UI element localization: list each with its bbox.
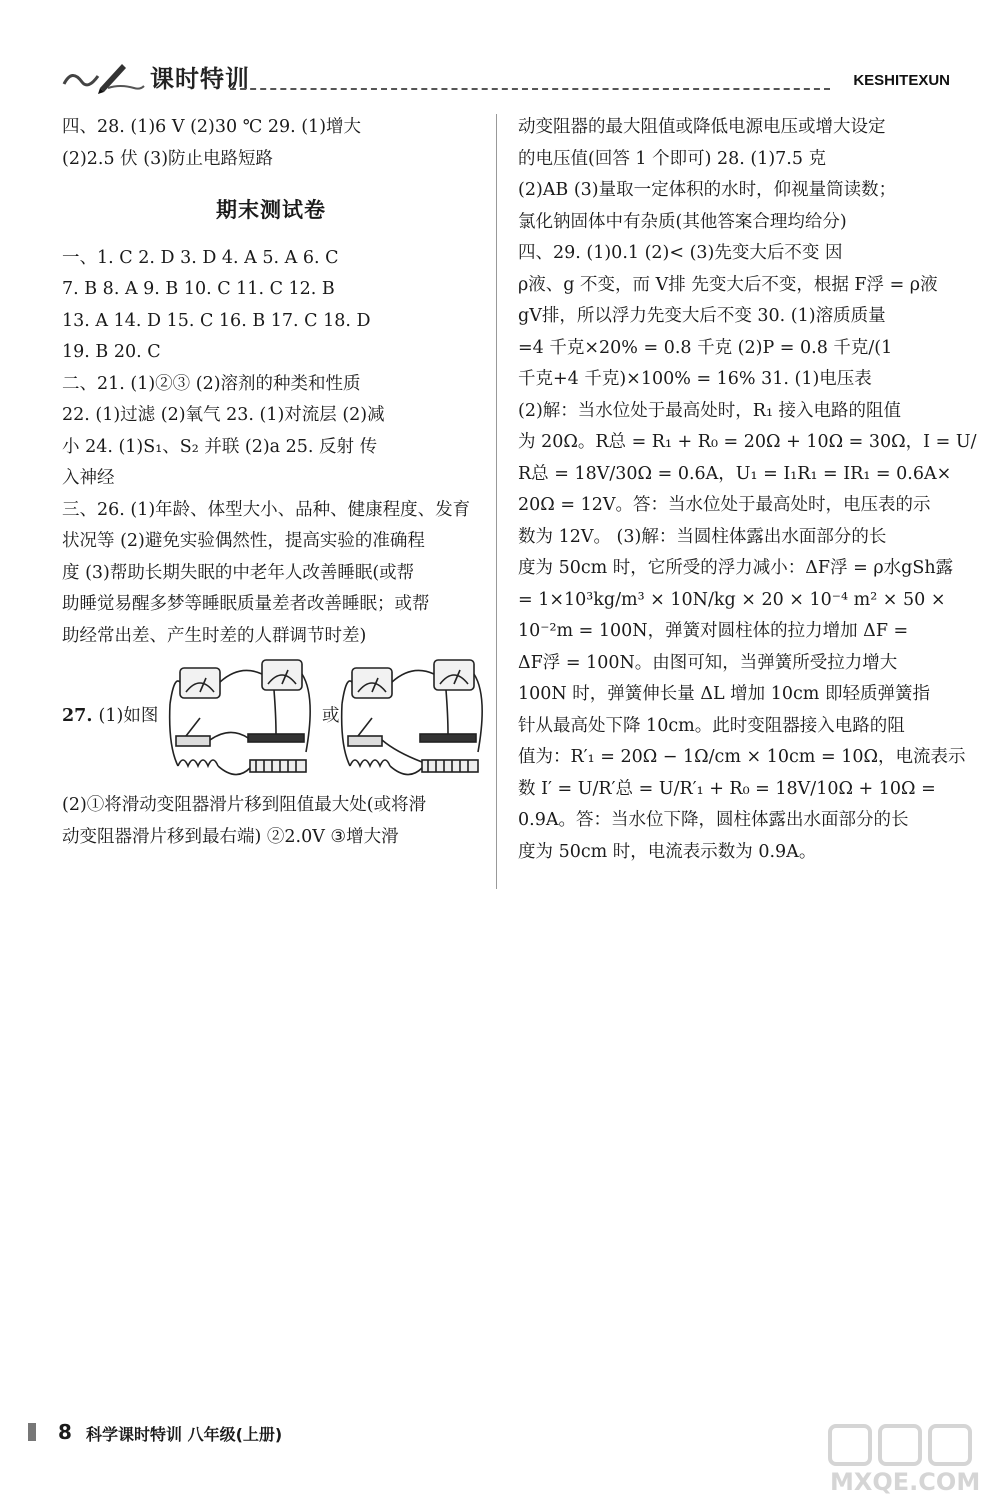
text-line: 数为 12V。 (3)解：当圆柱体露出水面部分的长	[518, 526, 887, 547]
circuit-diagram-icon	[166, 656, 316, 786]
watermark-text: MXQE.COM	[830, 1468, 981, 1496]
text-line: =4 千克×20% = 0.8 千克 (2)P = 0.8 千克/(1	[518, 337, 893, 358]
text-line: (2)2.5 伏 (3)防止电路短路	[62, 148, 274, 169]
text-line: 四、29. (1)0.1 (2)< (3)先变大后不变 因	[518, 243, 843, 263]
book-title: 科学课时特训 八年级(上册)	[86, 1425, 283, 1444]
text-line: 13. A 14. D 15. C 16. B 17. C 18. D	[62, 310, 371, 331]
question-number: 27.	[62, 706, 93, 726]
text-line: 三、26. (1)年龄、体型大小、品种、健康程度、发育	[62, 499, 471, 520]
footer-marker	[28, 1423, 36, 1441]
text-line: = 1×10³kg/m³ × 10N/kg × 20 × 10⁻⁴ m² × 50 ×	[518, 589, 946, 610]
text-line: 度 (3)帮助长期失眠的中老年人改善睡眠(或帮	[62, 562, 415, 583]
text-line: 10⁻²m = 100N，弹簧对圆柱体的拉力增加 ΔF =	[518, 621, 909, 641]
text-line: 针从最高处下降 10cm。此时变阻器接入电路的阻	[518, 715, 905, 736]
text-line: 7. B 8. A 9. B 10. C 11. C 12. B	[62, 279, 335, 299]
circuit-figure-row	[62, 656, 480, 790]
text-line: 四、28. (1)6 V (2)30 ℃ 29. (1)增大	[62, 117, 362, 137]
text-line: 22. (1)过滤 (2)氧气 23. (1)对流层 (2)减	[62, 405, 385, 425]
text-line: 千克+4 千克)×100% = 16% 31. (1)电压表	[518, 369, 872, 389]
text-line: 动变阻器的最大阻值或降低电源电压或增大设定	[518, 117, 886, 137]
text-line: 助睡觉易醒多梦等睡眠质量差者改善睡眠；或帮	[62, 594, 430, 614]
text-line: 助经常出差、产生时差的人群调节时差)	[62, 625, 367, 646]
figure-caption: (1)如图	[98, 706, 159, 726]
text-line: (2)解：当水位处于最高处时，R₁ 接入电路的阻值	[518, 400, 902, 421]
column-divider	[496, 114, 497, 889]
text-line: (2)AB (3)量取一定体积的水时，仰视量筒读数；	[518, 180, 897, 200]
section-title: 期末测试卷	[216, 198, 326, 222]
page-number: 8	[58, 1420, 72, 1444]
text-line: (2)①将滑动变阻器滑片移到阻值最大处(或将滑	[62, 795, 427, 815]
text-line: 一、1. C 2. D 3. D 4. A 5. A 6. C	[62, 247, 339, 268]
or-text: 或	[322, 706, 340, 726]
circuit-diagram-alt-icon	[338, 656, 488, 786]
text-line: 状况等 (2)避免实验偶然性，提高实验的准确程	[62, 531, 425, 551]
text-line: ρ液、g 不变，而 V排 先变大后不变，根据 F浮 = ρ液	[518, 274, 938, 295]
page-header	[60, 58, 950, 98]
text-line: 20Ω = 12V。答：当水位处于最高处时，电压表的示	[518, 495, 931, 515]
text-line: 0.9A。答：当水位下降，圆柱体露出水面部分的长	[518, 810, 909, 830]
brand-logo	[60, 58, 250, 94]
pen-logo-icon	[60, 58, 146, 94]
text-line: 氯化钠固体中有杂质(其他答案合理均给分)	[518, 211, 847, 232]
text-line: 19. B 20. C	[62, 342, 161, 362]
text-line: gV排，所以浮力先变大后不变 30. (1)溶质质量	[518, 306, 886, 326]
text-line: 值为：R′₁ = 20Ω − 1Ω/cm × 10cm = 10Ω，电流表示	[518, 747, 966, 767]
header-rule	[230, 88, 830, 90]
text-line: 的电压值(回答 1 个即可) 28. (1)7.5 克	[518, 148, 827, 169]
text-line: R总 = 18V/30Ω = 0.6A，U₁ = I₁R₁ = IR₁ = 0.6A×	[518, 463, 952, 484]
logo-text: 课时特训	[150, 64, 250, 93]
watermark	[826, 1420, 981, 1500]
left-column	[62, 112, 480, 853]
right-column	[518, 112, 977, 868]
text-line: 100N 时，弹簧伸长量 ΔL 增加 10cm 即轻质弹簧指	[518, 684, 930, 704]
figure-label	[62, 701, 158, 733]
text-line: 度为 50cm 时，电流表示数为 0.9A。	[518, 841, 817, 862]
watermark-logo-icon	[826, 1420, 976, 1470]
text-line: ΔF浮 = 100N。由图可知，当弹簧所受拉力增大	[518, 652, 898, 673]
text-line: 为 20Ω。R总 = R₁ + R₀ = 20Ω + 10Ω = 30Ω，I = U/	[518, 432, 977, 452]
text-line: 数 I′ = U/R′总 = U/R′₁ + R₀ = 18V/10Ω + 10Ω =	[518, 778, 936, 799]
text-line: 小 24. (1)S₁、S₂ 并联 (2)a 25. 反射 传	[62, 436, 378, 457]
text-line: 度为 50cm 时，它所受的浮力减小：ΔF浮 = ρ水gSh露	[518, 558, 954, 578]
text-line: 动变阻器滑片移到最右端) ②2.0V ③增大滑	[62, 826, 399, 847]
text-line: 入神经	[62, 468, 115, 488]
text-line: 二、21. (1)②③ (2)溶剂的种类和性质	[62, 373, 361, 394]
series-name: KESHITEXUN	[853, 72, 950, 89]
